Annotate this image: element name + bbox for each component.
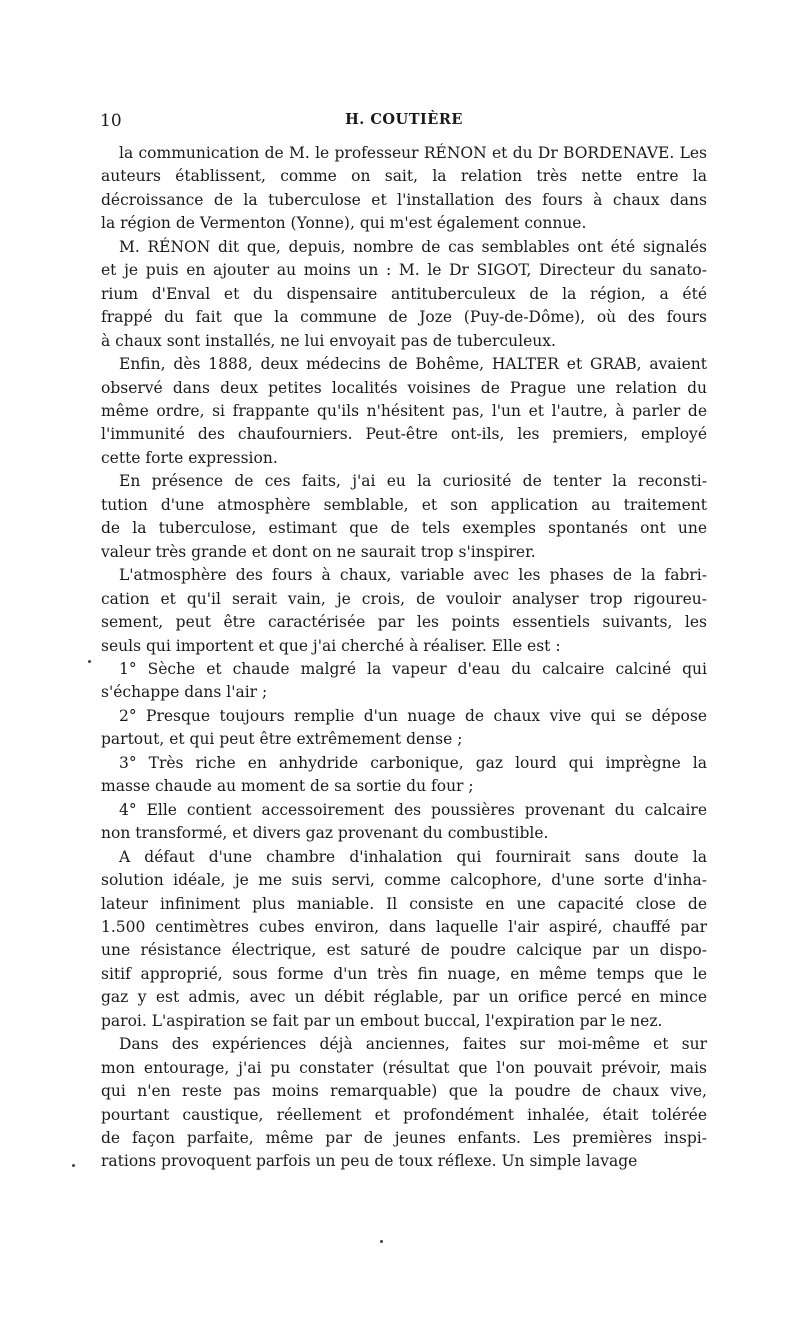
text-line: l'immunité des chaufourniers. Peut-être ont-ils, les premiers, employé	[101, 425, 707, 444]
text-line: 4° Elle contient accessoirement des poussières provenant du calcaire	[119, 800, 707, 819]
text-line: non transformé, et divers gaz provenant du combustible.	[101, 824, 549, 843]
text-line: 1° Sèche et chaude malgré la vapeur d'eau du calcaire calciné qui	[119, 659, 707, 678]
text-line: frappé du fait que la commune de Joze (Puy-de-Dôme), où des fours	[101, 308, 707, 327]
paragraph	[101, 1033, 707, 1174]
text-line: lateur infiniment plus maniable. Il consiste en une capacité close de	[101, 894, 707, 913]
paragraph	[101, 846, 707, 1034]
text-line: cation et qu'il serait vain, je crois, de vouloir analyser trop rigoureu-	[101, 589, 707, 608]
text-line: cette forte expression.	[101, 448, 278, 467]
text-line: masse chaude au moment de sa sortie du four ;	[101, 777, 474, 796]
text-line: 2° Presque toujours remplie d'un nuage de chaux vive qui se dépose	[119, 706, 707, 725]
speck-mark	[380, 1240, 383, 1243]
text-line: même ordre, si frappante qu'ils n'hésitent pas, l'un et l'autre, à parler de	[101, 401, 707, 420]
text-line: partout, et qui peut être extrêmement dense ;	[101, 730, 463, 749]
text-line: de façon parfaite, même par de jeunes enfants. Les premières inspi-	[101, 1129, 707, 1148]
text-line: rations provoquent parfois un peu de toux réflexe. Un simple lavage	[101, 1152, 638, 1171]
text-line: M. RÉNON dit que, depuis, nombre de cas semblables ont été signalés	[119, 237, 707, 256]
speck-mark	[72, 1164, 75, 1167]
paragraph	[101, 142, 707, 236]
page-header	[100, 111, 708, 133]
paragraph	[101, 658, 707, 705]
running-title: H. COUTIÈRE	[345, 111, 463, 128]
paragraph	[101, 705, 707, 752]
text-line: une résistance électrique, est saturé de poudre calcique par un dispo-	[101, 941, 707, 960]
text-line: et je puis en ajouter au moins un : M. le Dr SIGOT, Directeur du sanato-	[101, 261, 707, 280]
text-line: sement, peut être caractérisée par les points essentiels suivants, les	[101, 613, 707, 632]
text-line: s'échappe dans l'air ;	[101, 683, 268, 702]
paragraph	[101, 353, 707, 470]
text-line: Dans des expériences déjà anciennes, faites sur moi-même et sur	[119, 1035, 707, 1054]
text-line: A défaut d'une chambre d'inhalation qui fournirait sans doute la	[119, 847, 707, 866]
text-line: seuls qui importent et que j'ai cherché à réaliser. Elle est :	[101, 636, 561, 655]
paragraph	[101, 236, 707, 353]
text-line: L'atmosphère des fours à chaux, variable avec les phases de la fabri-	[119, 566, 707, 585]
text-line: à chaux sont installés, ne lui envoyait pas de tuberculeux.	[101, 331, 556, 350]
text-line: tution d'une atmosphère semblable, et son application au traitement	[101, 495, 707, 514]
text-line: la région de Vermenton (Yonne), qui m'est également connue.	[101, 214, 587, 233]
text-line: pourtant caustique, réellement et profondément inhalée, était tolérée	[101, 1105, 707, 1124]
paragraph	[101, 564, 707, 658]
text-line: 1.500 centimètres cubes environ, dans laquelle l'air aspiré, chauffé par	[101, 917, 707, 936]
text-line: la communication de M. le professeur RÉNON et du Dr BORDENAVE. Les	[119, 144, 707, 162]
text-line: solution idéale, je me suis servi, comme calcophore, d'une sorte d'inha-	[101, 871, 707, 890]
text-line: En présence de ces faits, j'ai eu la curiosité de tenter la reconsti-	[119, 472, 707, 491]
text-line: observé dans deux petites localités voisines de Prague une relation du	[101, 378, 707, 397]
paragraph	[101, 470, 707, 564]
text-line: sitif approprié, sous forme d'un très fin nuage, en même temps que le	[101, 964, 707, 983]
speck-mark	[88, 660, 91, 663]
body-text	[101, 142, 707, 1174]
text-line: mon entourage, j'ai pu constater (résultat que l'on pouvait prévoir, mais	[101, 1058, 707, 1077]
text-line: auteurs établissent, comme on sait, la relation très nette entre la	[101, 167, 707, 186]
text-line: de la tuberculose, estimant que de tels exemples spontanés ont une	[101, 519, 707, 538]
text-line: gaz y est admis, avec un débit réglable, par un orifice percé en mince	[101, 988, 707, 1007]
text-line: 3° Très riche en anhydride carbonique, gaz lourd qui imprègne la	[119, 753, 707, 772]
page-number: 10	[100, 111, 122, 131]
paragraph	[101, 752, 707, 799]
paragraph	[101, 799, 707, 846]
text-line: qui n'en reste pas moins remarquable) que la poudre de chaux vive,	[101, 1082, 707, 1101]
text-line: rium d'Enval et du dispensaire antituberculeux de la région, a été	[101, 284, 707, 303]
text-line: valeur très grande et dont on ne saurait trop s'inspirer.	[101, 542, 536, 561]
text-line: décroissance de la tuberculose et l'installation des fours à chaux dans	[101, 190, 707, 209]
text-line: paroi. L'aspiration se fait par un embout buccal, l'expiration par le nez.	[101, 1011, 663, 1030]
text-line: Enfin, dès 1888, deux médecins de Bohême, HALTER et GRAB, avaient	[119, 355, 707, 374]
